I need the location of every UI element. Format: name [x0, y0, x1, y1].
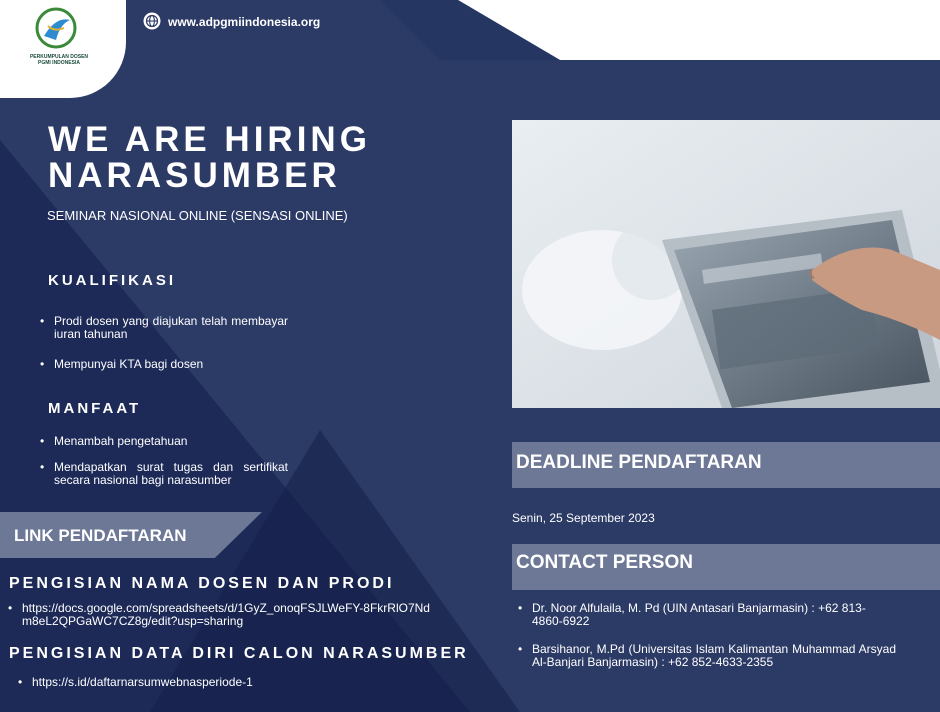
kualifikasi-title: KUALIFIKASI — [48, 272, 176, 289]
manfaat-title: MANFAAT — [48, 400, 142, 417]
logo-icon — [34, 6, 78, 50]
tablet-photo — [512, 120, 940, 408]
kualifikasi-item-1: • Prodi dosen yang diajukan telah membayar iuran tahunan — [54, 315, 288, 341]
deadline-title: DEADLINE PENDAFTARAN — [516, 452, 762, 473]
title-line-2: NARASUMBER — [48, 156, 341, 195]
contact-item-1: • Dr. Noor Alfulaila, M. Pd (UIN Antasari Banjarmasin) : +62 813-4860-6922 — [532, 602, 896, 628]
link-section-2-url[interactable]: • https://s.id/daftarnarsumwebnasperiode-1 — [32, 676, 432, 689]
logo-badge — [0, 0, 126, 98]
manfaat-item-2: • Mendapatkan surat tugas dan sertifikat secara nasional bagi narasumber — [54, 461, 288, 487]
contact-item-2: • Barsihanor, M.Pd (Universitas Islam Kalimantan Muhammad Arsyad Al-Banjari Banjarmasin) : +62 852-4633-2355 — [532, 643, 896, 669]
link-section-1-title: PENGISIAN NAMA DOSEN DAN PRODI — [9, 575, 395, 592]
subtitle: SEMINAR NASIONAL ONLINE (SENSASI ONLINE) — [47, 208, 348, 223]
link-section-1-url[interactable]: • https://docs.google.com/spreadsheets/d/1GyZ_onoqFSJLWeFY-8FkrRlO7Ndm8eL2QPGaWC7CZ8g/edit?usp=sharing — [22, 602, 432, 628]
title-line-1: WE ARE HIRING — [48, 120, 371, 159]
link-section-2-title: PENGISIAN DATA DIRI CALON NARASUMBER — [9, 645, 469, 662]
kualifikasi-item-2: • Mempunyai KTA bagi dosen — [54, 358, 288, 371]
logo-text: PERKUMPULAN DOSEN PGMI INDONESIA — [29, 54, 89, 66]
contact-title: CONTACT PERSON — [516, 552, 693, 573]
page-title — [48, 122, 371, 194]
deadline-date: Senin, 25 September 2023 — [512, 511, 655, 525]
manfaat-item-1: • Menambah pengetahuan — [54, 435, 288, 448]
link-banner-title: LINK PENDAFTARAN — [14, 526, 187, 545]
globe-icon — [143, 12, 161, 30]
tablet-illustration — [512, 120, 940, 408]
website-link[interactable]: www.adpgmiindonesia.org — [168, 15, 321, 29]
